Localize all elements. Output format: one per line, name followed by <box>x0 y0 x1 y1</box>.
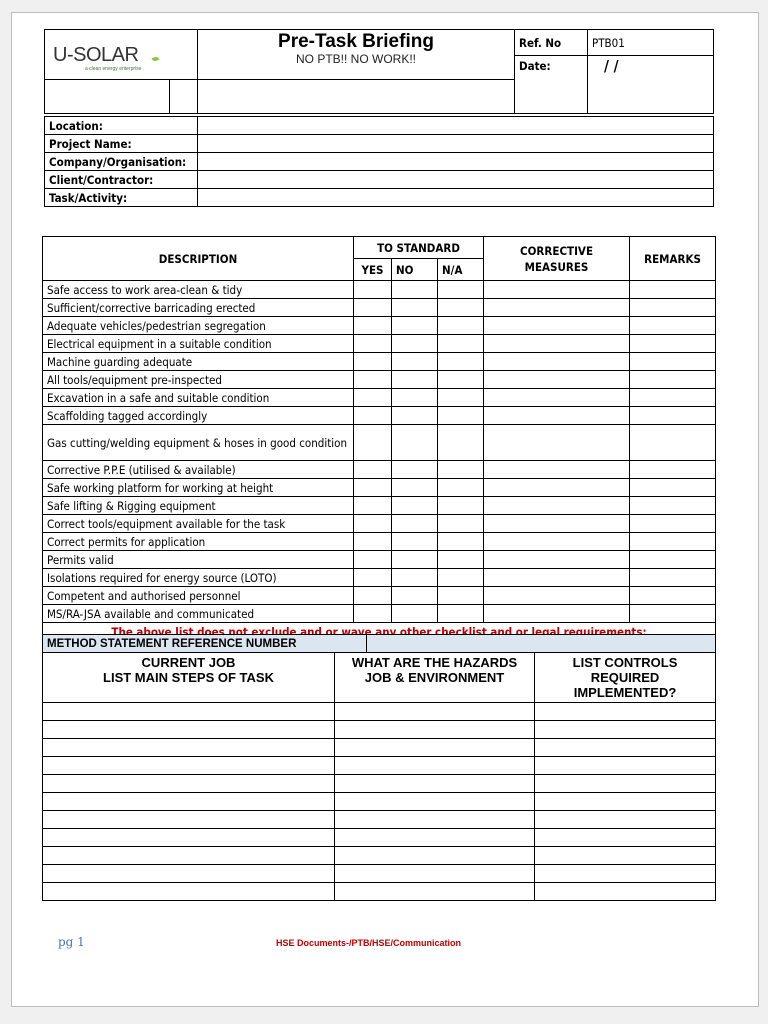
ref-value: PTB01 <box>588 30 714 56</box>
method-row <box>43 793 716 811</box>
corrective-cell[interactable] <box>484 587 630 605</box>
company-field[interactable] <box>198 153 714 171</box>
checklist-item: Sufficient/corrective barricading erected <box>43 299 354 317</box>
hazard-cell[interactable] <box>335 847 535 865</box>
checklist-item: Correct tools/equipment available for the task <box>43 515 354 533</box>
yes-cell[interactable] <box>354 353 392 371</box>
na-cell[interactable] <box>438 353 484 371</box>
checklist-row <box>43 299 716 317</box>
client-field[interactable] <box>198 171 714 189</box>
remarks-cell[interactable] <box>630 317 716 335</box>
no-cell[interactable] <box>392 515 438 533</box>
hazard-cell[interactable] <box>335 811 535 829</box>
no-cell[interactable] <box>392 371 438 389</box>
info-table <box>44 116 714 207</box>
col-current-job-line1: CURRENT JOB <box>141 655 236 670</box>
corrective-cell[interactable] <box>484 551 630 569</box>
na-cell[interactable] <box>438 389 484 407</box>
control-cell[interactable] <box>535 703 716 721</box>
control-cell[interactable] <box>535 793 716 811</box>
na-cell[interactable] <box>438 479 484 497</box>
yes-cell[interactable] <box>354 317 392 335</box>
na-cell[interactable] <box>438 407 484 425</box>
no-cell[interactable] <box>392 353 438 371</box>
header-blank-cell[interactable] <box>170 80 198 114</box>
remarks-cell[interactable] <box>630 299 716 317</box>
na-cell[interactable] <box>438 461 484 479</box>
checklist-row <box>43 317 716 335</box>
document-path: HSE Documents-/PTB/HSE/Communication <box>276 938 462 948</box>
checklist-item: Adequate vehicles/pedestrian segregation <box>43 317 354 335</box>
yes-cell[interactable] <box>354 425 392 461</box>
col-controls-line3: IMPLEMENTED? <box>573 685 677 700</box>
method-ref-field[interactable] <box>367 635 716 653</box>
page-number: pg 1 <box>58 935 85 949</box>
col-yes: YES <box>354 259 392 281</box>
checklist-item: MS/RA-JSA available and communicated <box>43 605 354 623</box>
header-blank-cell[interactable] <box>45 80 170 114</box>
no-cell[interactable] <box>392 479 438 497</box>
hazard-cell[interactable] <box>335 793 535 811</box>
na-cell[interactable] <box>438 497 484 515</box>
step-cell[interactable] <box>43 757 335 775</box>
checklist-row <box>43 281 716 299</box>
na-cell[interactable] <box>438 605 484 623</box>
yes-cell[interactable] <box>354 605 392 623</box>
remarks-cell[interactable] <box>630 497 716 515</box>
checklist-item: Correct permits for application <box>43 533 354 551</box>
logo-text: U-SOLAR <box>53 43 139 66</box>
yes-cell[interactable] <box>354 371 392 389</box>
col-controls-line2: REQUIRED <box>590 670 660 685</box>
location-field[interactable] <box>198 117 714 135</box>
yes-cell[interactable] <box>354 497 392 515</box>
header-table <box>44 29 714 114</box>
remarks-cell[interactable] <box>630 533 716 551</box>
corrective-cell[interactable] <box>484 407 630 425</box>
na-cell[interactable] <box>438 587 484 605</box>
hazard-cell[interactable] <box>335 703 535 721</box>
hazard-cell[interactable] <box>335 739 535 757</box>
method-table <box>42 634 716 901</box>
yes-cell[interactable] <box>354 299 392 317</box>
remarks-cell[interactable] <box>630 425 716 461</box>
corrective-cell[interactable] <box>484 299 630 317</box>
location-label: Location: <box>45 117 198 135</box>
no-cell[interactable] <box>392 389 438 407</box>
hazard-cell[interactable] <box>335 757 535 775</box>
na-cell[interactable] <box>438 317 484 335</box>
control-cell[interactable] <box>535 829 716 847</box>
control-cell[interactable] <box>535 757 716 775</box>
no-cell[interactable] <box>392 461 438 479</box>
remarks-cell[interactable] <box>630 551 716 569</box>
checklist-row <box>43 515 716 533</box>
corrective-cell[interactable] <box>484 389 630 407</box>
checklist-item: All tools/equipment pre-inspected <box>43 371 354 389</box>
checklist-row <box>43 425 716 461</box>
no-cell[interactable] <box>392 425 438 461</box>
checklist-row <box>43 461 716 479</box>
corrective-cell[interactable] <box>484 371 630 389</box>
hazard-cell[interactable] <box>335 829 535 847</box>
no-cell[interactable] <box>392 605 438 623</box>
col-hazards-line1: WHAT ARE THE HAZARDS <box>351 655 518 670</box>
checklist-item: Scaffolding tagged accordingly <box>43 407 354 425</box>
yes-cell[interactable] <box>354 515 392 533</box>
remarks-cell[interactable] <box>630 461 716 479</box>
checklist-row <box>43 407 716 425</box>
checklist-row <box>43 551 716 569</box>
checklist-item: Corrective P.P.E (utilised & available) <box>43 461 354 479</box>
col-remarks: REMARKS <box>630 237 716 281</box>
checklist-item: Safe working platform for working at height <box>43 479 354 497</box>
no-cell[interactable] <box>392 299 438 317</box>
checklist-row <box>43 497 716 515</box>
checklist-row <box>43 587 716 605</box>
corrective-cell[interactable] <box>484 425 630 461</box>
na-cell[interactable] <box>438 299 484 317</box>
col-hazards <box>335 653 535 703</box>
checklist-item: Isolations required for energy source (LOTO) <box>43 569 354 587</box>
method-row <box>43 829 716 847</box>
remarks-cell[interactable] <box>630 605 716 623</box>
ref-label: Ref. No <box>515 30 588 56</box>
remarks-cell[interactable] <box>630 389 716 407</box>
no-cell[interactable] <box>392 533 438 551</box>
yes-cell[interactable] <box>354 335 392 353</box>
leaf-icon <box>151 55 159 62</box>
na-cell[interactable] <box>438 533 484 551</box>
yes-cell[interactable] <box>354 479 392 497</box>
corrective-cell[interactable] <box>484 605 630 623</box>
checklist-row <box>43 371 716 389</box>
method-row <box>43 811 716 829</box>
hazard-cell[interactable] <box>335 883 535 901</box>
yes-cell[interactable] <box>354 551 392 569</box>
checklist-row <box>43 569 716 587</box>
method-row <box>43 775 716 793</box>
col-description: DESCRIPTION <box>43 237 354 281</box>
no-cell[interactable] <box>392 281 438 299</box>
corrective-cell[interactable] <box>484 515 630 533</box>
no-cell[interactable] <box>392 551 438 569</box>
no-cell[interactable] <box>392 497 438 515</box>
hazard-cell[interactable] <box>335 865 535 883</box>
col-current-job <box>43 653 335 703</box>
corrective-cell[interactable] <box>484 533 630 551</box>
checklist-item: Competent and authorised personnel <box>43 587 354 605</box>
na-cell[interactable] <box>438 569 484 587</box>
yes-cell[interactable] <box>354 281 392 299</box>
step-cell[interactable] <box>43 775 335 793</box>
yes-cell[interactable] <box>354 407 392 425</box>
method-row <box>43 865 716 883</box>
step-cell[interactable] <box>43 793 335 811</box>
client-label: Client/Contractor: <box>45 171 198 189</box>
method-row <box>43 883 716 901</box>
yes-cell[interactable] <box>354 533 392 551</box>
logo-tagline: a clean energy enterprise <box>85 65 142 72</box>
remarks-cell[interactable] <box>630 335 716 353</box>
na-cell[interactable] <box>438 425 484 461</box>
hazard-cell[interactable] <box>335 721 535 739</box>
company-label: Company/Organisation: <box>45 153 198 171</box>
checklist-item: Safe lifting & Rigging equipment <box>43 497 354 515</box>
col-controls-line1: LIST CONTROLS <box>572 655 678 670</box>
checklist-row <box>43 479 716 497</box>
header-blank-cell[interactable] <box>198 80 515 114</box>
hazard-cell[interactable] <box>335 775 535 793</box>
corrective-cell[interactable] <box>484 497 630 515</box>
step-cell[interactable] <box>43 739 335 757</box>
control-cell[interactable] <box>535 865 716 883</box>
checklist-item: Excavation in a safe and suitable condition <box>43 389 354 407</box>
checklist-item: Permits valid <box>43 551 354 569</box>
step-cell[interactable] <box>43 865 335 883</box>
step-cell[interactable] <box>43 829 335 847</box>
checklist-row <box>43 605 716 623</box>
remarks-cell[interactable] <box>630 281 716 299</box>
col-to-standard: TO STANDARD <box>354 237 484 259</box>
method-row <box>43 721 716 739</box>
na-cell[interactable] <box>438 371 484 389</box>
step-cell[interactable] <box>43 721 335 739</box>
remarks-cell[interactable] <box>630 407 716 425</box>
step-cell[interactable] <box>43 811 335 829</box>
corrective-cell[interactable] <box>484 479 630 497</box>
corrective-cell[interactable] <box>484 569 630 587</box>
col-current-job-line2: LIST MAIN STEPS OF TASK <box>103 670 274 685</box>
checklist-row <box>43 335 716 353</box>
checklist-item: Machine guarding adequate <box>43 353 354 371</box>
na-cell[interactable] <box>438 551 484 569</box>
checklist-item: Electrical equipment in a suitable condition <box>43 335 354 353</box>
task-label: Task/Activity: <box>45 189 198 207</box>
no-cell[interactable] <box>392 587 438 605</box>
yes-cell[interactable] <box>354 389 392 407</box>
no-cell[interactable] <box>392 569 438 587</box>
control-cell[interactable] <box>535 721 716 739</box>
na-cell[interactable] <box>438 281 484 299</box>
disclaimer-text: The above list does not exclude and or wave any other checklist and or legal requirements: <box>43 623 716 641</box>
page-title: Pre-Task Briefing <box>278 31 434 52</box>
method-row <box>43 739 716 757</box>
company-logo <box>45 31 197 79</box>
control-cell[interactable] <box>535 775 716 793</box>
col-na: N/A <box>438 259 484 281</box>
method-row <box>43 757 716 775</box>
checklist-row <box>43 353 716 371</box>
step-cell[interactable] <box>43 703 335 721</box>
step-cell[interactable] <box>43 883 335 901</box>
date-label: Date: <box>515 56 588 114</box>
checklist-row <box>43 533 716 551</box>
remarks-cell[interactable] <box>630 371 716 389</box>
corrective-cell[interactable] <box>484 353 630 371</box>
no-cell[interactable] <box>392 335 438 353</box>
no-cell[interactable] <box>392 317 438 335</box>
corrective-cell[interactable] <box>484 281 630 299</box>
project-name-label: Project Name: <box>45 135 198 153</box>
title-cell <box>198 30 515 80</box>
checklist-item: Safe access to work area-clean & tidy <box>43 281 354 299</box>
page-subtitle: NO PTB!! NO WORK!! <box>295 52 416 66</box>
control-cell[interactable] <box>535 739 716 757</box>
checklist-row <box>43 389 716 407</box>
remarks-cell[interactable] <box>630 515 716 533</box>
control-cell[interactable] <box>535 811 716 829</box>
corrective-cell[interactable] <box>484 335 630 353</box>
task-field[interactable] <box>198 189 714 207</box>
logo-cell <box>45 30 198 80</box>
col-controls <box>535 653 716 703</box>
control-cell[interactable] <box>535 847 716 865</box>
yes-cell[interactable] <box>354 587 392 605</box>
remarks-cell[interactable] <box>630 353 716 371</box>
col-no: NO <box>392 259 438 281</box>
checklist-table <box>42 236 716 641</box>
date-field[interactable]: / / <box>588 56 714 114</box>
corrective-cell[interactable] <box>484 317 630 335</box>
remarks-cell[interactable] <box>630 479 716 497</box>
method-ref-label: METHOD STATEMENT REFERENCE NUMBER <box>43 635 367 653</box>
na-cell[interactable] <box>438 335 484 353</box>
control-cell[interactable] <box>535 883 716 901</box>
remarks-cell[interactable] <box>630 587 716 605</box>
yes-cell[interactable] <box>354 569 392 587</box>
step-cell[interactable] <box>43 847 335 865</box>
checklist-item: Gas cutting/welding equipment & hoses in good condition <box>43 425 354 461</box>
no-cell[interactable] <box>392 407 438 425</box>
na-cell[interactable] <box>438 515 484 533</box>
corrective-cell[interactable] <box>484 461 630 479</box>
remarks-cell[interactable] <box>630 569 716 587</box>
method-row <box>43 703 716 721</box>
method-row <box>43 847 716 865</box>
yes-cell[interactable] <box>354 461 392 479</box>
col-hazards-line2: JOB & ENVIRONMENT <box>364 670 505 685</box>
col-corrective: CORRECTIVE MEASURES <box>484 237 630 281</box>
project-name-field[interactable] <box>198 135 714 153</box>
